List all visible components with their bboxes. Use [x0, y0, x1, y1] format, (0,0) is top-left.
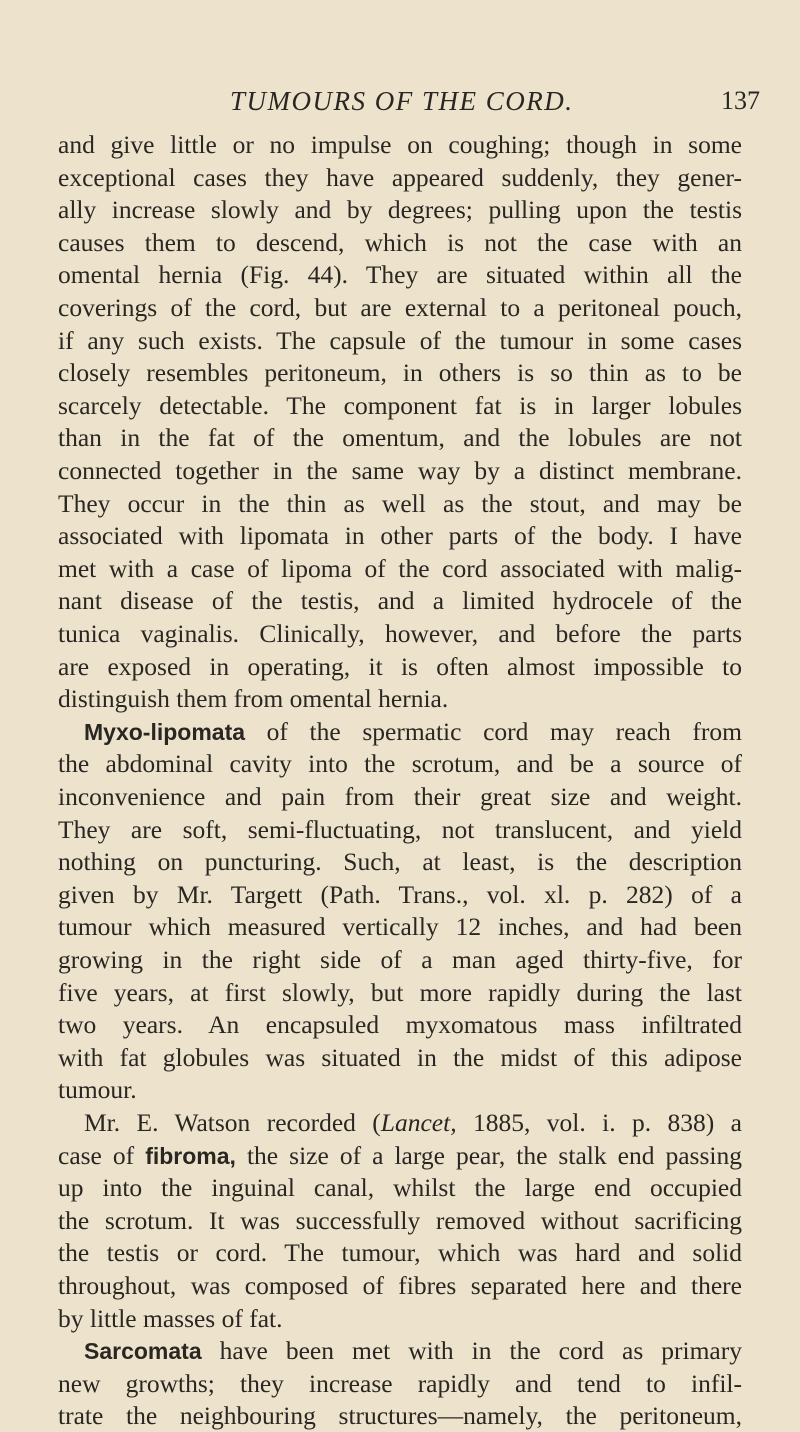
text-segment: case of [58, 1140, 146, 1170]
text-segment: of the spermatic cord may reach from [245, 716, 742, 746]
text-line-fibroma [58, 1140, 742, 1172]
text-line: two years. An encapsuled myxomatous mass infiltrated [58, 1010, 742, 1040]
text-line: scarcely detectable. The component fat is in larger lobules [58, 390, 742, 420]
text-line: the abdominal cavity into the scrotum, and be a source of [58, 749, 742, 779]
text-line: given by Mr. Targett (Path. Trans., vol. xl. p. 282) of a [58, 879, 742, 909]
text-line: associated with lipomata in other parts of the body. I have [58, 521, 742, 551]
text-line: and give little or no impulse on coughing; though in some [58, 130, 742, 159]
text-line: five years, at first slowly, but more rapidly during the last [58, 977, 742, 1007]
run-in-heading-myxo-lipomata: Myxo-lipomata [84, 718, 246, 745]
text-line: tunica vaginalis. Clinically, however, and before the parts [58, 619, 742, 648]
run-in-heading-fibroma: fibroma, [145, 1142, 236, 1169]
text-segment: the size of a large pear, the stalk end passing [235, 1140, 742, 1170]
text-line: the scrotum. It was successfully removed without sacrificing [58, 1205, 742, 1235]
text-line: the testis or cord. The tumour, which was hard and solid [58, 1238, 742, 1268]
text-line: connected together in the same way by a distinct membrane. [58, 456, 742, 485]
text-line: met with a case of lipoma of the cord associated with malig- [58, 553, 742, 583]
text-line: growing in the right side of a man aged thirty-five, for [58, 945, 742, 974]
text-line: inconvenience and pain from their great size and weight. [58, 782, 742, 811]
run-in-heading-sarcomata: Sarcomata [84, 1338, 202, 1365]
text-line: throughout, was composed of fibres separated here and there [58, 1271, 742, 1300]
text-line: exceptional cases they have appeared suddenly, they gener- [58, 162, 742, 192]
text-line: are exposed in operating, it is often almost impossible to [58, 651, 742, 681]
text-line: trate the neighbouring structures—namely, the peritoneum, [58, 1401, 742, 1431]
text-segment: have been met with in the cord as primary [201, 1336, 742, 1366]
text-segment: Mr. E. Watson recorded ( [84, 1108, 381, 1137]
journal-title-lancet: Lancet, [380, 1108, 457, 1137]
page-number: 137 [721, 86, 760, 115]
text-line-myxo-lipomata [84, 716, 742, 748]
text-line-watson [84, 1107, 742, 1139]
text-line: nant disease of the testis, and a limited hydrocele of the [58, 586, 742, 616]
text-line: They are soft, semi-fluctuating, not translucent, and yield [58, 814, 742, 844]
text-line: tumour which measured vertically 12 inches, and had been [58, 912, 742, 942]
text-line: by little masses of fat. [58, 1303, 283, 1333]
text-segment: 1885, vol. i. p. 838) a [456, 1108, 743, 1137]
running-head [0, 86, 800, 122]
text-line: closely resembles peritoneum, in others is so thin as to be [58, 358, 742, 388]
text-line: nothing on puncturing. Such, at least, is the description [58, 847, 742, 877]
text-line: new growths; they increase rapidly and tend to infil- [58, 1368, 742, 1398]
text-line: if any such exists. The capsule of the tumour in some cases [58, 325, 742, 355]
text-line: causes them to descend, which is not the case with an [58, 227, 742, 257]
text-line: tumour. [58, 1075, 137, 1105]
text-line: distinguish them from omental hernia. [58, 684, 449, 714]
text-line: with fat globules was situated in the midst of this adipose [58, 1042, 742, 1072]
text-line: up into the inguinal canal, whilst the large end occupied [58, 1173, 742, 1203]
running-title: TUMOURS OF THE CORD. [230, 86, 574, 116]
text-line-sarcomata [84, 1335, 742, 1367]
text-line: ally increase slowly and by degrees; pulling upon the testis [58, 195, 742, 225]
text-line: coverings of the cord, but are external to a peritoneal pouch, [58, 293, 742, 322]
text-line: than in the fat of the omentum, and the lobules are not [58, 423, 742, 453]
text-line: omental hernia (Fig. 44). They are situated within all the [58, 260, 742, 290]
text-line: They occur in the thin as well as the stout, and may be [58, 488, 742, 518]
